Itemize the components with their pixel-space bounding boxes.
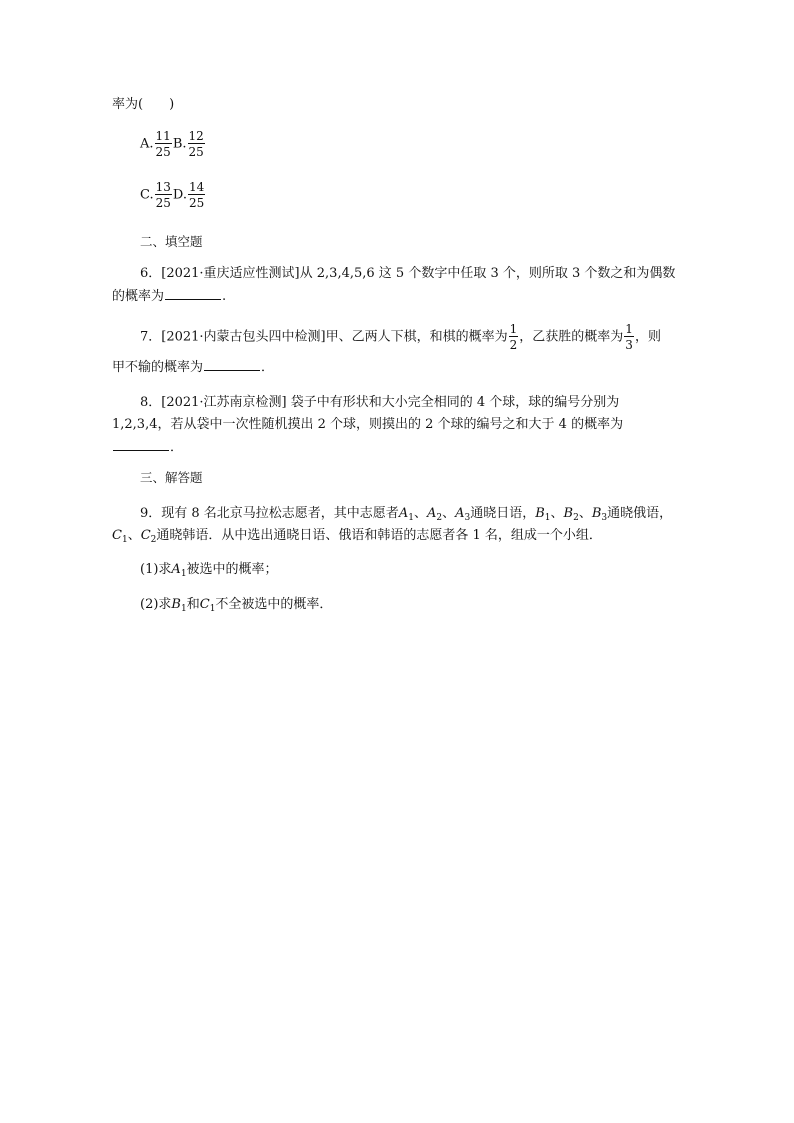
q5-options-cd	[140, 181, 206, 209]
var-a: A	[398, 506, 409, 521]
q7-frac2-denominator: 3	[625, 338, 633, 352]
option-d-fraction	[188, 181, 205, 209]
var-a: A	[426, 506, 437, 521]
var-b: B	[563, 506, 574, 521]
q7-fraction-win	[624, 323, 634, 351]
q8-line2: 1,2,3,4，若从袋中一次性随机摸出 2 个球，则摸出的 2 个球的编号之和大于 4 的概率为	[112, 417, 624, 432]
q6-prompt: 的概率为	[112, 289, 165, 304]
option-a-fraction	[155, 130, 172, 158]
var-b: B	[171, 597, 181, 612]
q7-line1	[140, 323, 661, 351]
q6-line1: 6．[2021·重庆适应性测试]从 2,3,4,5,6 这 5 个数字中任取 3 个，则所取 3 个数之和为偶数	[140, 266, 676, 281]
q7-prompt: 甲不输的概率为	[112, 360, 204, 375]
q8-answer-blank[interactable]	[113, 438, 169, 451]
q7-fraction-draw	[509, 323, 519, 351]
sub: 1	[544, 513, 551, 523]
q6-period: .	[222, 289, 227, 304]
var-a: A	[455, 506, 465, 521]
q9-line1	[140, 505, 672, 527]
q9-part2-pre: (2)求	[140, 597, 172, 612]
sep: 、	[127, 528, 141, 543]
option-c-denominator: 25	[155, 196, 171, 210]
option-b-fraction	[188, 130, 205, 158]
q9-part2-post: 不全被选中的概率．	[215, 597, 333, 612]
var-c: C	[199, 597, 210, 612]
option-d-numerator: 14	[189, 180, 205, 194]
sep: 、	[550, 506, 564, 521]
q7-frac1-denominator: 2	[509, 338, 518, 352]
sub: 1	[180, 569, 187, 579]
q9-line2	[112, 527, 602, 549]
q8-line1: 8．[2021·江苏南京检测] 袋子中有形状和大小完全相同的 4 个球，球的编号分别为	[140, 395, 620, 410]
q9-part1-post: 被选中的概率；	[186, 562, 278, 577]
option-b-numerator: 12	[188, 129, 204, 143]
sub: 1	[209, 604, 216, 614]
q9-russian: 通晓俄语，	[607, 506, 673, 521]
sep: 、	[578, 506, 592, 521]
q7-period: ．	[261, 360, 275, 375]
sub: 1	[121, 535, 128, 545]
section-heading-solve: 三、解答题	[140, 470, 203, 485]
sub: 3	[601, 513, 608, 523]
option-b-label[interactable]: B.	[172, 136, 187, 152]
sub: 2	[573, 513, 579, 523]
option-d-label[interactable]: D.	[172, 187, 187, 203]
q9-part1-pre: (1)求	[140, 562, 172, 577]
var-a: A	[171, 562, 181, 577]
section-heading-fill-in: 二、填空题	[140, 234, 203, 249]
q9-japanese: 通晓日语，	[470, 506, 536, 521]
q7-text-c: ，则	[634, 329, 661, 345]
option-a-denominator: 25	[155, 145, 171, 159]
sub: 2	[436, 513, 443, 523]
q7-text-a: 7．[2021·内蒙古包头四中检测]甲、乙两人下棋，和棋的概率为	[140, 329, 508, 345]
sub: 3	[464, 513, 471, 523]
q9-part2-and: 和	[186, 597, 200, 612]
q8-line3	[112, 438, 183, 457]
sub: 1	[180, 604, 187, 614]
sub: 1	[408, 513, 414, 523]
q7-frac1-numerator: 1	[509, 322, 518, 336]
q7-answer-blank[interactable]	[204, 358, 260, 371]
option-c-label[interactable]: C.	[140, 187, 154, 203]
q9-intro: 9．现有 8 名北京马拉松志愿者，其中志愿者	[140, 506, 399, 521]
q7-text-b: ，乙获胜的概率为	[519, 329, 624, 345]
q7-frac2-numerator: 1	[625, 322, 633, 336]
option-a-label[interactable]: A.	[140, 136, 154, 152]
q9-part2	[140, 596, 332, 618]
var-b: B	[591, 506, 602, 521]
var-b: B	[535, 506, 545, 521]
q8-period: ．	[170, 440, 184, 455]
option-c-numerator: 13	[155, 180, 171, 194]
q6-line2	[112, 287, 226, 306]
sep: 、	[413, 506, 427, 521]
sub: 2	[150, 535, 157, 545]
q6-answer-blank[interactable]	[165, 287, 221, 300]
option-b-denominator: 25	[188, 145, 204, 159]
q9-part1	[140, 561, 278, 583]
option-c-fraction	[155, 181, 172, 209]
var-c: C	[140, 528, 151, 543]
option-d-denominator: 25	[189, 196, 205, 210]
q9-korean: 通晓韩语．从中选出通晓日语、俄语和韩语的志愿者各 1 名，组成一个小组．	[156, 528, 602, 543]
q7-line2	[112, 358, 274, 377]
sep: 、	[442, 506, 456, 521]
option-a-numerator: 11	[155, 129, 171, 143]
q5-tail: 率为( )	[112, 97, 175, 112]
q5-options-ab	[140, 130, 206, 158]
var-c: C	[112, 528, 122, 543]
